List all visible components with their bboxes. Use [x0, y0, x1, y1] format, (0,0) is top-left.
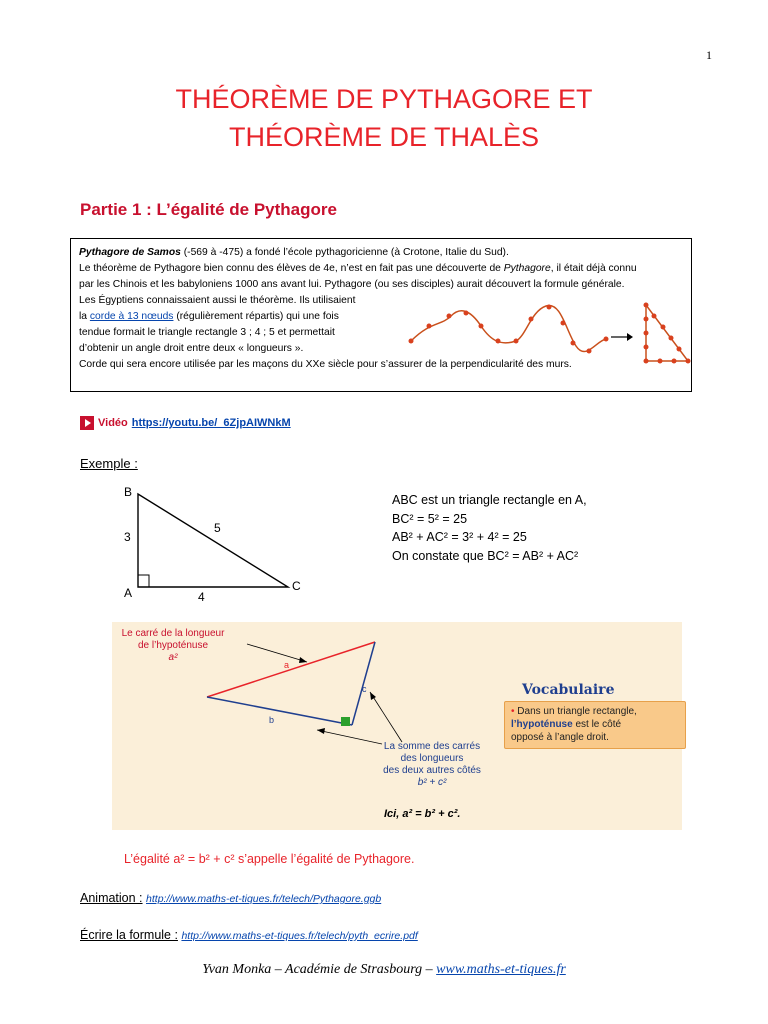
knotted-rope-illustration: [401, 301, 691, 371]
vocabulary-title: Vocabulaire: [522, 682, 615, 698]
corde-link[interactable]: corde à 13 nœuds: [89, 311, 174, 322]
pythagore-name: Pythagore de Samos: [79, 247, 181, 258]
history-line-4: Les Égyptiens connaissaient aussi le théorème. Ils utilisaient: [79, 295, 356, 306]
video-play-icon[interactable]: [80, 416, 94, 430]
side-ac-label: 4: [198, 590, 205, 604]
title-line-1: THÉORÈME DE PYTHAGORE ET: [175, 84, 593, 114]
sum-caption: La somme des carrés des longueurs des deux autres côtés b² + c²: [383, 741, 481, 788]
history-box: [70, 238, 692, 392]
ici-formula: Ici, a² = b² + c².: [384, 808, 461, 820]
history-line-2: Le théorème de Pythagore bien connu des élèves de 4e, n’est en fait pas une découverte de Pythagore, il était déjà connu: [79, 263, 637, 274]
vertex-b-label: B: [124, 485, 133, 499]
vocabulary-box: • Dans un triangle rectangle, l’hypoténuse est le côté opposé à l’angle droit.: [504, 701, 686, 749]
calc-line-1: ABC est un triangle rectangle en A,: [392, 493, 587, 507]
bullet-icon: •: [511, 706, 515, 717]
example-calculation: [392, 491, 587, 565]
ecrire-link[interactable]: http://www.maths-et-tiques.fr/telech/pyth_ecrire.pdf: [181, 930, 418, 942]
triangle-abc-figure: [110, 482, 320, 604]
footer-link[interactable]: www.maths-et-tiques.fr: [436, 962, 566, 977]
animation-label: Animation :: [80, 891, 143, 905]
history-line-1: Pythagore de Samos (-569 à -475) a fondé l’école pythagoricienne (à Crotone, Italie du Sud).: [79, 247, 509, 258]
side-bc-label: 5: [214, 521, 221, 535]
video-label: Vidéo: [98, 417, 128, 429]
hypotenuse-caption: Le carré de la longueur de l’hypoténuse a²: [121, 628, 225, 663]
side-b-label: b: [269, 715, 275, 725]
video-link[interactable]: https://youtu.be/_6ZjpAIWNkM: [131, 417, 291, 429]
ecrire-label: Écrire la formule :: [80, 928, 178, 942]
section-heading: Partie 1 : L’égalité de Pythagore: [80, 200, 337, 219]
side-ab-label: 3: [124, 530, 131, 544]
side-a-label: a: [284, 660, 290, 670]
calc-line-2: BC² = 5² = 25: [392, 511, 468, 526]
history-line-7: d’obtenir un angle droit entre deux « longueurs ».: [79, 343, 304, 354]
history-line-8: Corde qui sera encore utilisée par les maçons du XXe siècle pour s’assurer de la perpendicularité des murs.: [79, 359, 572, 370]
side-c-label: c: [362, 684, 367, 694]
pythagore-illustration-panel: [112, 622, 682, 830]
page-footer: Yvan Monka – Académie de Strasbourg – www.maths-et-tiques.fr: [202, 962, 566, 977]
page-number: 1: [706, 48, 712, 62]
page-title: [0, 80, 768, 156]
animation-link[interactable]: http://www.maths-et-tiques.fr/telech/Pythagore.ggb: [146, 893, 382, 905]
calc-line-3: AB² + AC² = 3² + 4² = 25: [392, 530, 527, 544]
history-line-6: tendue formait le triangle rectangle 3 ; 4 ; 5 et permettait: [79, 327, 335, 338]
pythagore-equality-statement: L’égalité a² = b² + c² s’appelle l’égalité de Pythagore.: [124, 852, 415, 866]
video-row: [80, 416, 291, 430]
vertex-c-label: C: [292, 579, 301, 593]
calc-line-4: On constate que BC² = AB² + AC²: [392, 548, 579, 563]
history-line-3: par les Chinois et les babyloniens 1000 ans avant lui. Pythagore (ou ses disciples) aurait découvert la formule générale.: [79, 279, 625, 290]
history-line-5: la corde à 13 nœuds (régulièrement répartis) qui une fois: [79, 311, 339, 322]
example-heading: Exemple :: [80, 456, 138, 471]
vertex-a-label: A: [124, 586, 133, 600]
animation-row: [80, 891, 381, 905]
title-line-2: THÉORÈME DE THALÈS: [228, 122, 540, 152]
ecrire-row: [80, 928, 418, 942]
